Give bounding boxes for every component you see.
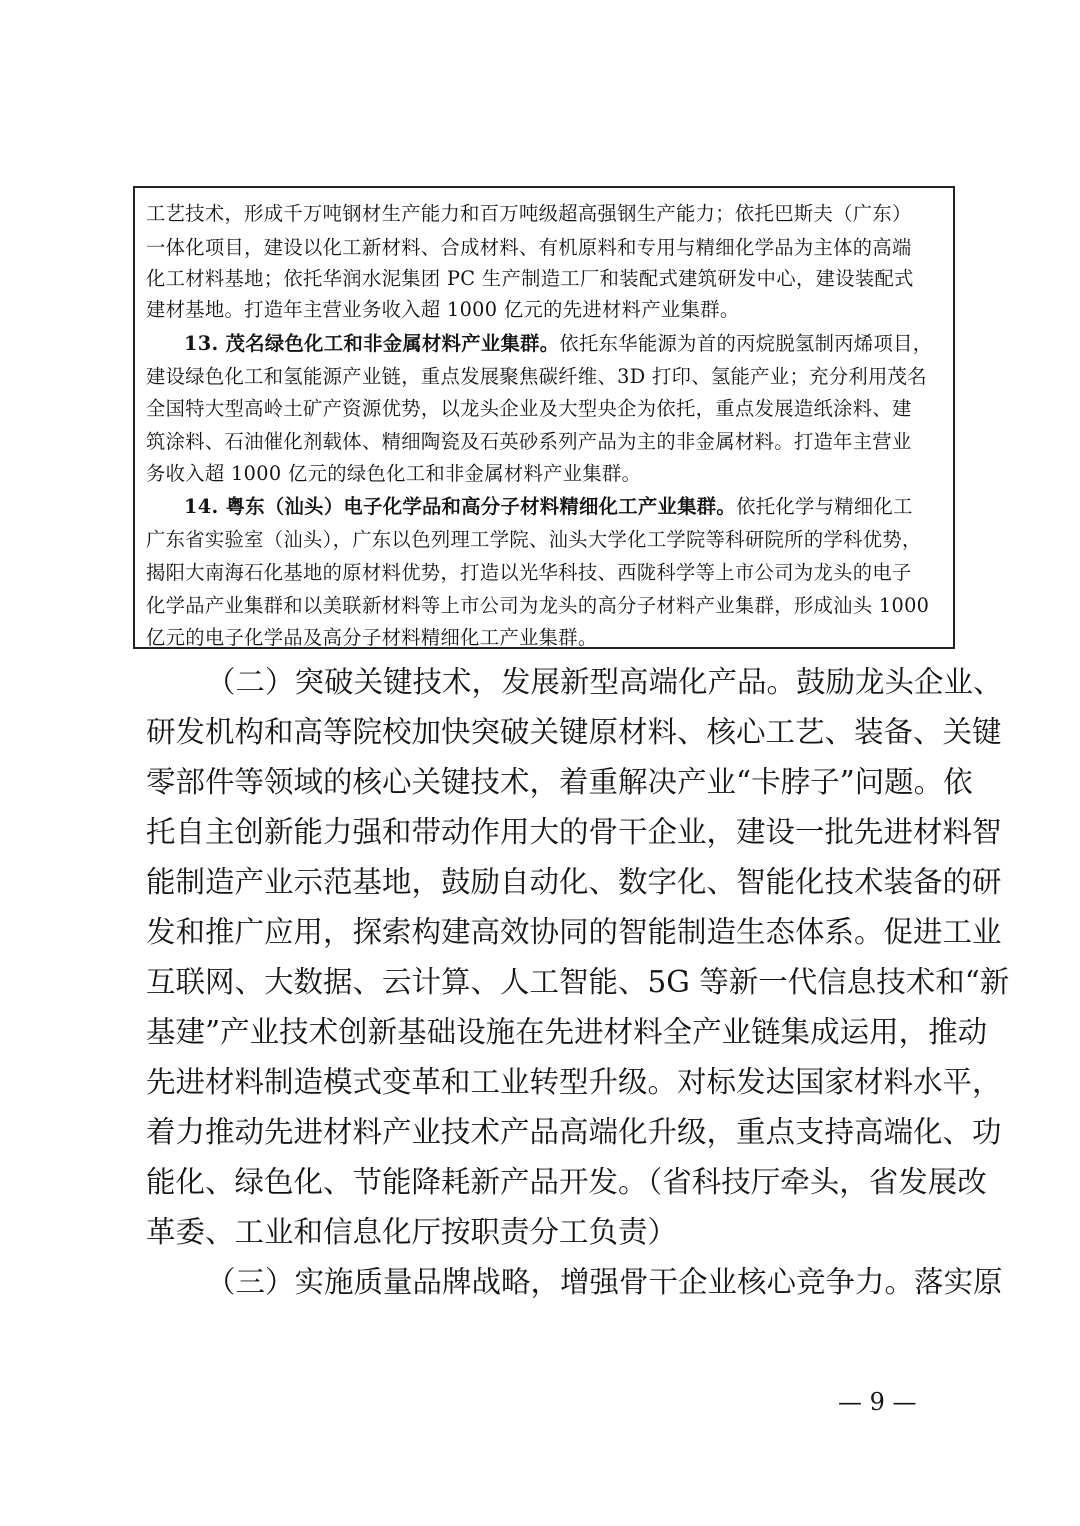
body-line: 基建”产业技术创新基础设施在先进材料全产业链集成运用，推动 (146, 1015, 988, 1049)
box-line: 一体化项目，建设以化工新材料、合成材料、有机原料和专用与精细化学品为主体的高端 (146, 236, 912, 259)
body-line: 革委、工业和信息化厅按职责分工负责） (146, 1215, 678, 1249)
item-13-line: 务收入超 1000 亿元的绿色化工和非金属材料产业集群。 (146, 462, 642, 485)
item-14-line: 揭阳大南海石化基地的原材料优势，打造以光华科技、西陇科学等上市公司为龙头的电子 (146, 561, 912, 584)
section-3-first-rest: 落实原 (914, 1265, 1003, 1299)
item-13-first-line (184, 334, 932, 353)
section-2-heading: （二）突破关键技术，发展新型高端化产品。 (206, 665, 797, 699)
body-line: 互联网、大数据、云计算、人工智能、5G 等新一代信息技术和“新 (146, 965, 1010, 999)
section-3-first-line (206, 1265, 1003, 1299)
box-line: 建材基地。打造年主营业务收入超 1000 亿元的先进材料产业集群。 (146, 298, 740, 321)
body-line: 研发机构和高等院校加快突破关键原材料、核心工艺、装备、关键 (146, 715, 1002, 749)
item-14-heading: 14. 粤东（汕头）电子化学品和高分子材料精细化工产业集群。 (184, 495, 737, 518)
item-14-first-rest: 依托化学与精细化工 (736, 495, 913, 518)
item-13-line: 全国特大型高岭土矿产资源优势，以龙头企业及大型央企为依托，重点发展造纸涂料、建 (146, 397, 912, 420)
body-line: 发和推广应用，探索构建高效协同的智能制造生态体系。促进工业 (146, 915, 1002, 949)
item-14-first-line (184, 497, 913, 516)
section-2-first-rest: 鼓励龙头企业、 (796, 665, 1003, 699)
item-13-heading: 13. 茂名绿色化工和非金属材料产业集群。 (184, 332, 560, 355)
box-line: 化工材料基地；依托华润水泥集团 PC 生产制造工厂和装配式建筑研发中心，建设装配式 (146, 267, 914, 290)
section-2-first-line (206, 665, 1003, 699)
section-3-heading: （三）实施质量品牌战略，增强骨干企业核心竞争力。 (206, 1265, 915, 1299)
body-line: 能制造产业示范基地，鼓励自动化、数字化、智能化技术装备的研 (146, 865, 1002, 899)
body-line: 托自主创新能力强和带动作用大的骨干企业，建设一批先进材料智 (146, 815, 1002, 849)
box-line: 工艺技术，形成千万吨钢材生产能力和百万吨级超高强钢生产能力；依托巴斯夫（广东） (146, 202, 912, 225)
item-14-line: 广东省实验室（汕头），广东以色列理工学院、汕头大学化工学院等科研院所的学科优势， (146, 528, 922, 551)
page-number: — 9 — (838, 1388, 917, 1416)
body-line: 着力推动先进材料产业技术产品高端化升级，重点支持高端化、功 (146, 1115, 1002, 1149)
body-line: 先进材料制造模式变革和工业转型升级。对标发达国家材料水平， (146, 1065, 1002, 1099)
item-13-line: 筑涂料、石油催化剂载体、精细陶瓷及石英砂系列产品为主的非金属材料。打造年主营业 (146, 430, 912, 453)
item-13-line: 建设绿色化工和氢能源产业链，重点发展聚焦碳纤维、3D 打印、氢能产业；充分利用茂名 (146, 365, 927, 388)
item-13-first-rest: 依托东华能源为首的丙烷脱氢制丙烯项目， (559, 332, 933, 355)
body-line: 零部件等领域的核心关键技术，着重解决产业“卡脖子”问题。依 (146, 765, 973, 799)
body-line: 能化、绿色化、节能降耗新产品开发。（省科技厅牵头，省发展改 (146, 1165, 987, 1199)
item-14-line: 化学品产业集群和以美联新材料等上市公司为龙头的高分子材料产业集群，形成汕头 1000 (146, 594, 930, 617)
item-14-line: 亿元的电子化学品及高分子材料精细化工产业集群。 (146, 626, 598, 649)
